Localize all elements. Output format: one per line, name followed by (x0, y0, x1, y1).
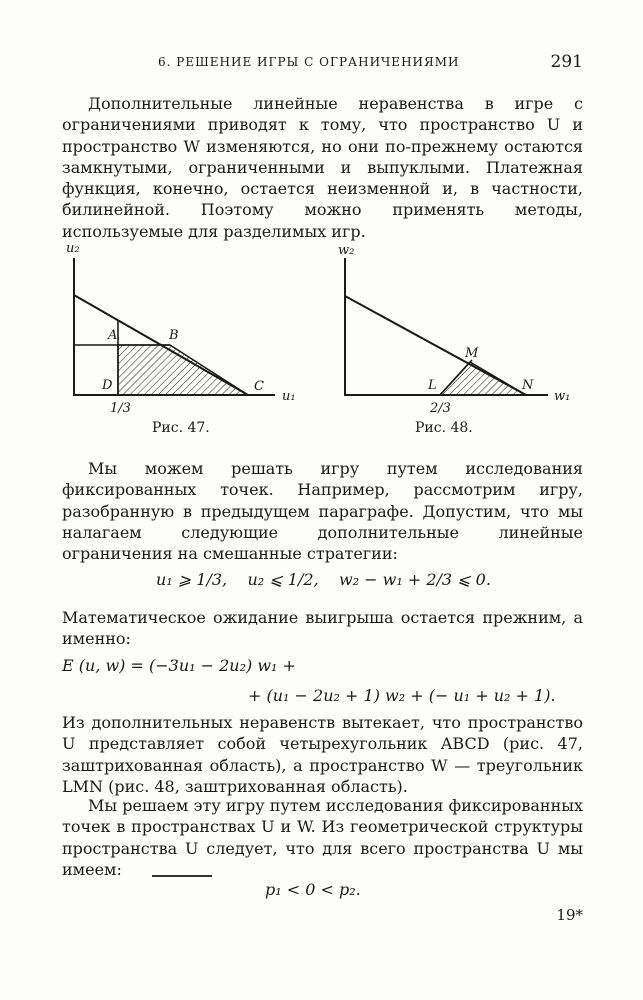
figure-47-caption: Рис. 47. (152, 420, 210, 436)
x-axis-label-48: w₁ (554, 389, 571, 404)
figure-48-caption: Рис. 48. (415, 420, 473, 436)
region-lmn (440, 362, 526, 395)
point-l: L (428, 378, 437, 393)
paragraph-structure: Мы решаем эту игру путем исследования фиксированных точек в пространствах U и W. Из геометрической структуры пространства U следует, что для всего пространства U мы имеем: (62, 796, 583, 879)
page-header (88, 52, 583, 74)
point-a: A (108, 328, 118, 343)
page-number: 291 (550, 52, 583, 72)
paragraph-fixed-points: Мы можем решать игру путем исследования фиксированных точек. Например, рассмотрим игру, разобранную в предыдущем параграфе. Допустим, что мы налагаем следующие дополнительные линейные ограничения на смешанные стратегии: (62, 459, 583, 564)
formula-payoff-line2: + (u₁ − 2u₂ + 1) w₂ + (− u₁ + u₂ + 1). (248, 686, 556, 705)
region-abcd (118, 345, 248, 395)
formula-constraints (156, 570, 491, 589)
point-b: B (169, 328, 179, 343)
x-axis-label-47: u₁ (282, 389, 296, 404)
figure-47 (60, 238, 310, 418)
paragraph-expectation: Математическое ожидание выигрыша остается прежним, а именно: (62, 608, 583, 649)
figure-48 (330, 238, 580, 418)
signature-mark: 19* (556, 906, 583, 924)
tick-label-47: 1/3 (110, 401, 131, 416)
paragraph-intro: Дополнительные линейные неравенства в игре с ограничениями приводят к тому, что пространство U и пространство W изменяются, но они по-прежнему остаются замкнутыми, ограниченными и выпуклыми. Платежная функция, конечно, остается неизменной и, в частности, билинейной. Поэтому можно применять методы, используемые для разделимых игр. (62, 94, 583, 241)
formula-u1: u₁ ⩾ 1/3, (156, 570, 228, 589)
formula-u2: u₂ ⩽ 1/2, (247, 570, 319, 589)
formula-payoff-line1: E (u, w) = (−3u₁ − 2u₂) w₁ + (62, 656, 296, 675)
y-axis-label-48: w₂ (338, 243, 355, 258)
point-m: M (465, 346, 479, 361)
figure-47-graphic (60, 238, 310, 418)
tick-label-48: 2/3 (430, 401, 451, 416)
pencil-underline (152, 872, 212, 877)
formula-p: p₁ < 0 < p₂. (265, 880, 361, 899)
point-c: C (254, 379, 264, 394)
point-d: D (102, 378, 113, 393)
y-axis-label-47: u₂ (66, 241, 80, 256)
formula-w: w₂ − w₁ + 2/3 ⩽ 0. (338, 570, 491, 589)
figure-48-graphic (330, 238, 580, 418)
point-n: N (522, 378, 534, 393)
running-head: 6. РЕШЕНИЕ ИГРЫ С ОГРАНИЧЕНИЯМИ (158, 55, 460, 69)
paragraph-regions: Из дополнительных неравенств вытекает, что пространство U представляет собой четырехугольник ABCD (рис. 47, заштрихованная область), а пространство W — треугольник LMN (рис. 48, заштрихованная область). (62, 713, 583, 796)
